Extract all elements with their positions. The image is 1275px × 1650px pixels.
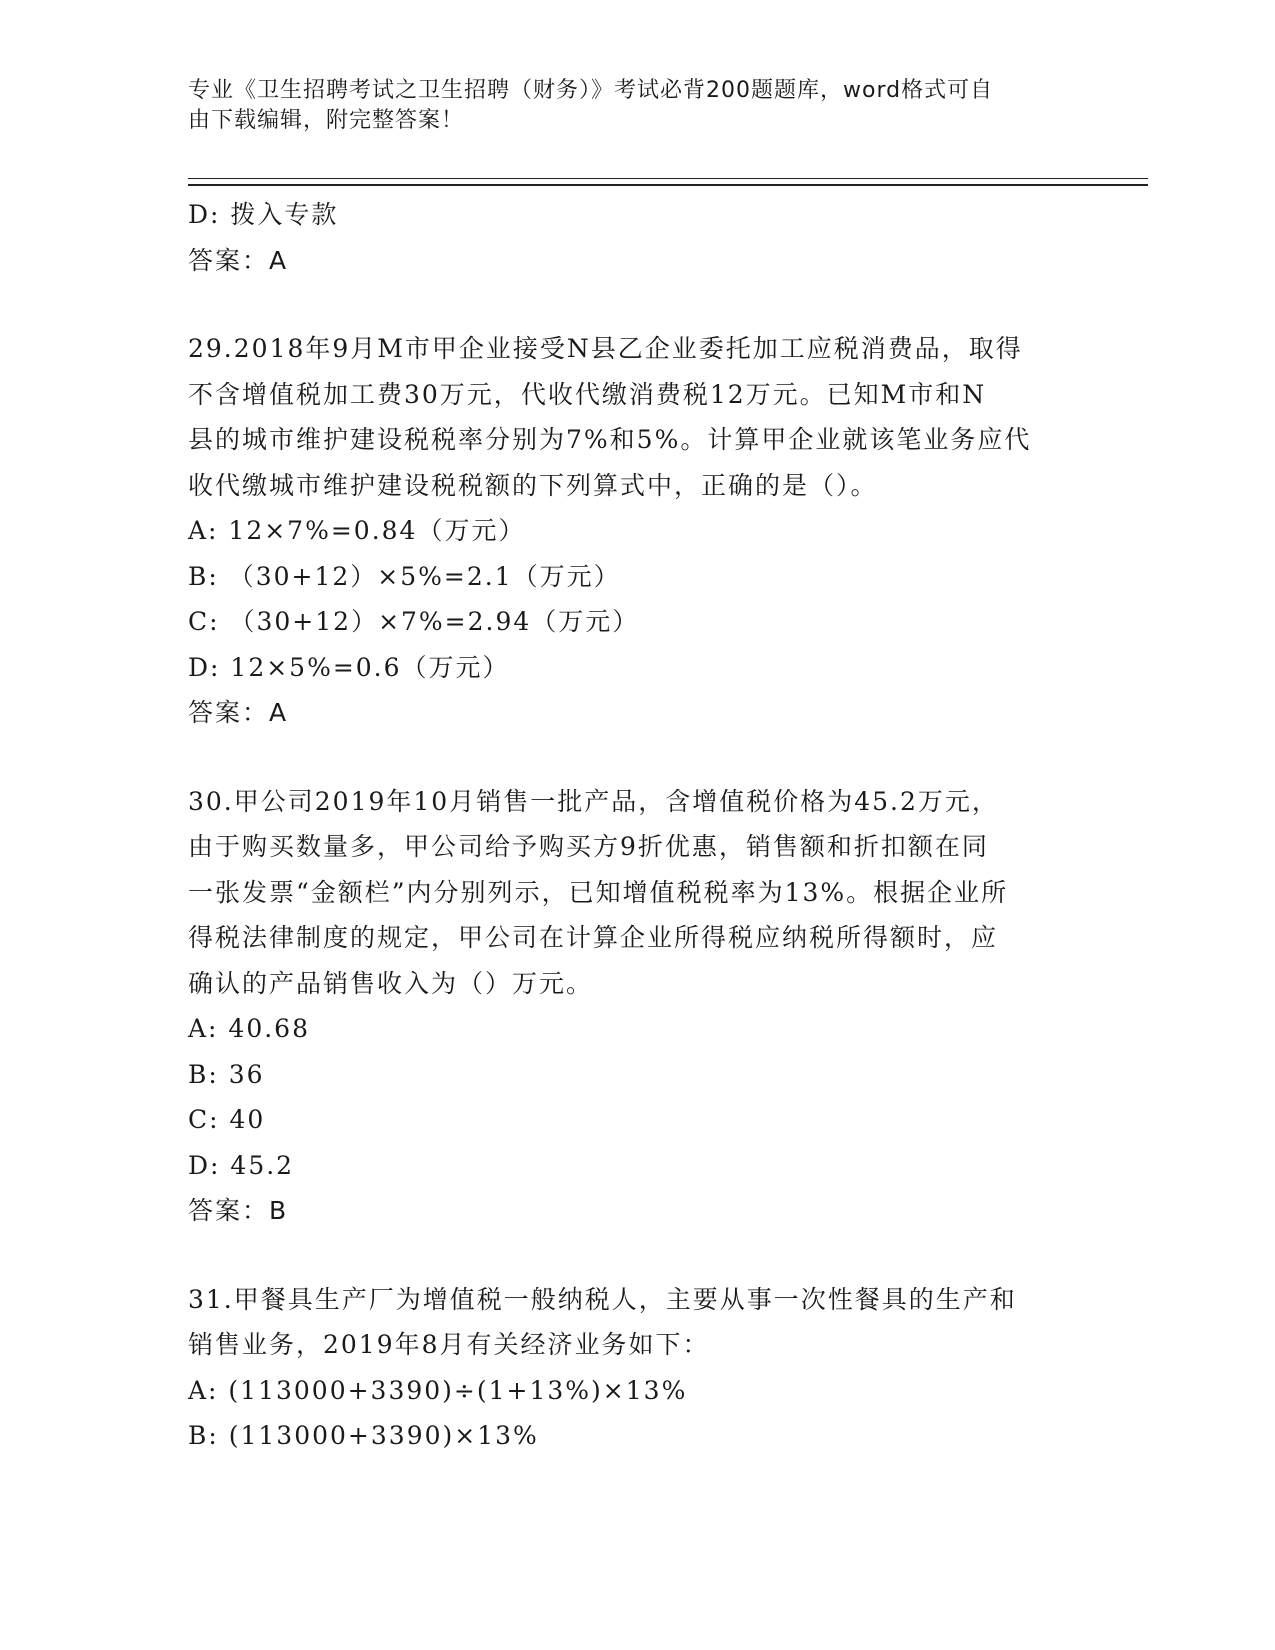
q29-line: 不含增值税加工费30万元，代收代缴消费税12万元。已知M市和N [188, 379, 987, 409]
q29-option-c: C: （30+12）×7%=2.94（万元） [188, 607, 640, 636]
q29-line: 收代缴城市维护建设税税额的下列算式中，正确的是（）。 [188, 470, 878, 500]
q31-line: 31.甲餐具生产厂为增值税一般纳税人，主要从事一次性餐具的生产和 [188, 1284, 1017, 1314]
prev-option-d: D: 拨入专款 [188, 200, 339, 229]
spacer [188, 736, 1088, 779]
q30-option-d: D: 45.2 [188, 1150, 295, 1180]
spacer [188, 283, 1088, 326]
spacer [188, 1234, 1088, 1277]
question-29 [188, 326, 1078, 508]
q31-option-b: B: (113000+3390)×13% [188, 1421, 539, 1450]
q30-option-a: A: 40.68 [188, 1014, 310, 1043]
question-31 [188, 1277, 1078, 1368]
q30-line: 得税法律制度的规定，甲公司在计算企业所得税应纳税所得额时，应 [188, 923, 999, 952]
q30-line: 一张发票“金额栏”内分别列示，已知增值税税率为13%。根据企业所 [188, 877, 1009, 907]
q30-option-b: B: 36 [188, 1059, 265, 1089]
question-content [188, 192, 1088, 1459]
q30-answer: 答案：B [188, 1196, 289, 1225]
q29-answer: 答案：A [188, 698, 289, 727]
q29-option-b: B: （30+12）×5%=2.1（万元） [188, 561, 621, 591]
question-30 [188, 779, 1078, 1007]
header-divider [188, 178, 1148, 186]
q30-line: 确认的产品销售收入为（）万元。 [188, 968, 594, 998]
header-line-2: 由下载编辑，附完整答案！ [188, 108, 465, 133]
q29-option-a: A: 12×7%=0.84（万元） [188, 516, 526, 545]
q31-line: 销售业务，2019年8月有关经济业务如下： [188, 1330, 710, 1359]
q31-option-a: A: (113000+3390)÷(1+13%)×13% [188, 1375, 688, 1405]
q30-line: 30.甲公司2019年10月销售一批产品，含增值税价格为45.2万元， [188, 786, 999, 816]
header-line-1: 专业《卫生招聘考试之卫生招聘（财务）》考试必背200题题库，word格式可自 [188, 78, 994, 103]
page-header [188, 76, 1088, 136]
q29-line: 29.2018年9月M市甲企业接受N县乙企业委托加工应税消费品，取得 [188, 334, 1023, 363]
q30-option-c: C: 40 [188, 1105, 266, 1134]
q29-line: 县的城市维护建设税税率分别为7%和5%。计算甲企业就该笔业务应代 [188, 425, 1032, 454]
q29-option-d: D: 12×5%=0.6（万元） [188, 652, 510, 682]
q30-line: 由于购买数量多，甲公司给予购买方9折优惠，销售额和折扣额在同 [188, 832, 989, 861]
prev-answer: 答案：A [188, 245, 289, 275]
